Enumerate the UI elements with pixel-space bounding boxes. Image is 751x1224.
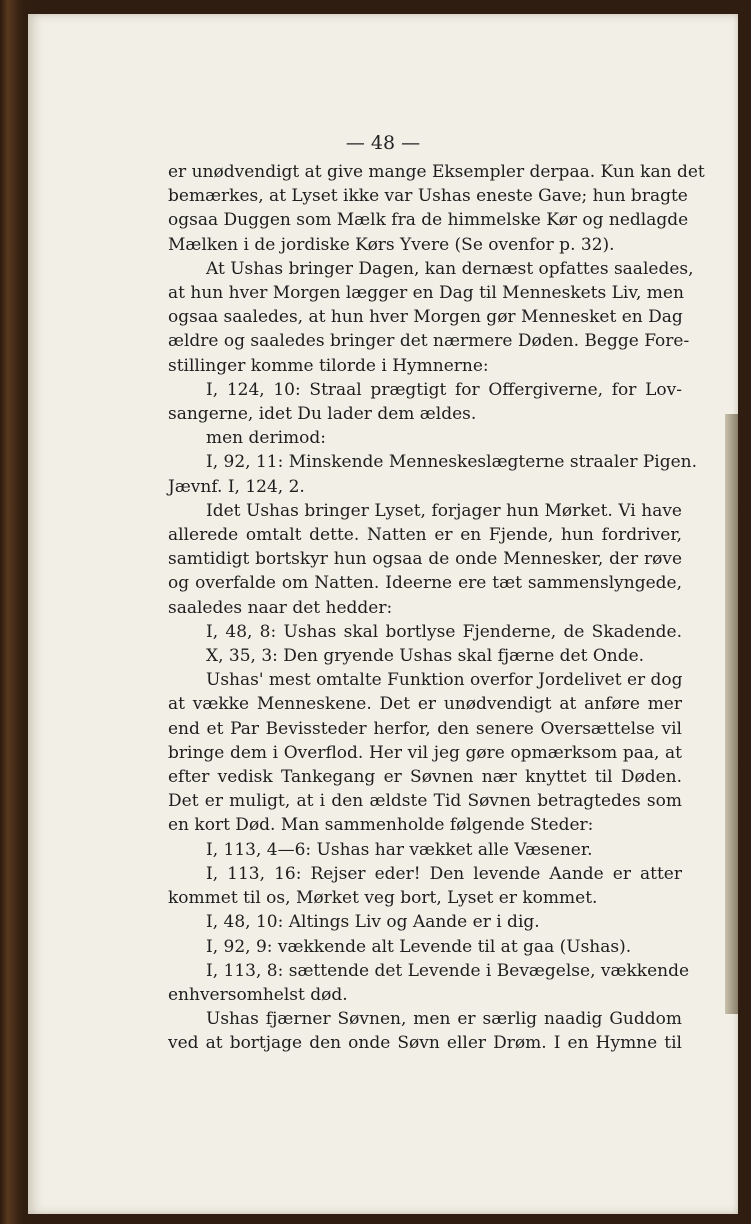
text-line: at hun hver Morgen lægger en Dag til Menneskets Liv, men — [168, 283, 684, 304]
text-line: Ushas fjærner Søvnen, men er særlig naadig Guddom — [206, 1009, 682, 1030]
text-line: allerede omtalt dette. Natten er en Fjende, hun fordriver, — [168, 525, 682, 546]
text-line: ældre og saaledes bringer det nærmere Døden. Begge Fore- — [168, 331, 690, 352]
text-line: end et Par Bevissteder herfor, den senere Oversættelse vil — [168, 718, 682, 739]
text-line: I, 113, 4—6: Ushas har vækket alle Væsener. — [206, 839, 593, 860]
text-line: Jævnf. I, 124, 2. — [168, 476, 305, 497]
text-line: saaledes naar det hedder: — [168, 597, 393, 618]
text-line: I, 48, 10: Altings Liv og Aande er i dig. — [206, 912, 540, 933]
text-line: Idet Ushas bringer Lyset, forjager hun Mørket. Vi have — [206, 500, 682, 521]
text-line: bringe dem i Overflod. Her vil jeg gøre opmærksom paa, at — [168, 742, 682, 763]
text-line: I, 48, 8: Ushas skal bortlyse Fjenderne, de Skadende. — [206, 621, 682, 642]
page-edge — [725, 414, 738, 1014]
text-line: I, 113, 16: Rejser eder! Den levende Aande er atter — [206, 863, 682, 884]
page-number: — 48 — — [345, 132, 421, 154]
text-line: og overfalde om Natten. Ideerne ere tæt sammenslyngede, — [168, 573, 682, 594]
text-line: at vække Menneskene. Det er unødvendigt at anføre mer — [168, 694, 682, 715]
text-line: X, 35, 3: Den gryende Ushas skal fjærne det Onde. — [206, 646, 645, 667]
text-line: er unødvendigt at give mange Eksempler derpaa. Kun kan det — [168, 162, 705, 182]
text-line: At Ushas bringer Dagen, kan dernæst opfattes saaledes, — [206, 258, 694, 279]
text-line: Mælken i de jordiske Kørs Yvere (Se ovenfor p. 32). — [168, 234, 615, 255]
text-line: stillinger komme tilorde i Hymnerne: — [168, 355, 489, 376]
text-line: enhversomhelst død. — [168, 984, 348, 1005]
body-text — [168, 160, 705, 1056]
text-line: Ushas' mest omtalte Funktion overfor Jordelivet er dog — [206, 670, 683, 691]
text-line: efter vedisk Tankegang er Søvnen nær knyttet til Døden. — [168, 767, 682, 788]
text-line: I, 92, 11: Minskende Menneskeslægterne straaler Pigen. — [206, 452, 698, 473]
text-line: I, 92, 9: vækkende alt Levende til at gaa (Ushas). — [206, 936, 632, 957]
text-line: ogsaa saaledes, at hun hver Morgen gør Mennesket en Dag — [168, 307, 683, 328]
text-line: samtidigt bortskyr hun ogsaa de onde Mennesker, der røve — [168, 549, 682, 570]
text-line: ogsaa Duggen som Mælk fra de himmelske Kør og nedlagde — [168, 210, 689, 231]
text-line: kommet til os, Mørket veg bort, Lyset er kommet. — [168, 888, 598, 909]
text-line: I, 124, 10: Straal prægtigt for Offergiverne, for Lov- — [206, 379, 682, 400]
text-line: sangerne, idet Du lader dem ældes. — [168, 404, 477, 425]
text-line: men derimod: — [206, 428, 327, 449]
text-line: ved at bortjage den onde Søvn eller Drøm. I en Hymne til — [168, 1033, 682, 1054]
text-line: Det er muligt, at i den ældste Tid Søvnen betragtedes som — [168, 791, 682, 812]
text-line: en kort Død. Man sammenholde følgende Steder: — [168, 815, 594, 836]
text-line: bemærkes, at Lyset ikke var Ushas eneste Gave; hun bragte — [168, 186, 688, 207]
text-line: I, 113, 8: sættende det Levende i Bevægelse, vækkende — [206, 960, 690, 981]
